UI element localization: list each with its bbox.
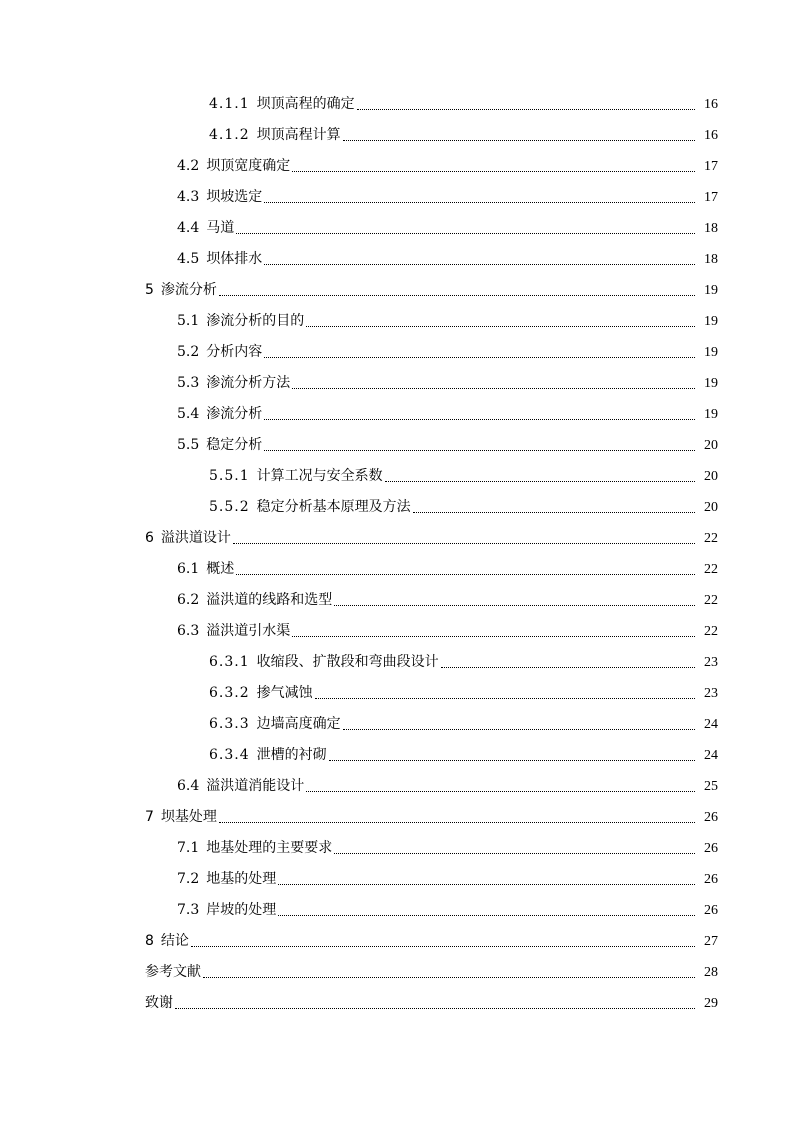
toc-dot-leader — [334, 852, 695, 854]
toc-entry-title: 渗流分析的目的 — [206, 313, 305, 329]
toc-entry-title: 溢洪道设计 — [160, 530, 231, 546]
toc-entry[interactable] — [0, 368, 793, 399]
toc-entry-title: 渗流分析 — [160, 282, 217, 298]
toc-dot-leader — [219, 294, 695, 296]
toc-entry-title: 致谢 — [145, 995, 173, 1011]
toc-entry-page-number: 23 — [704, 655, 718, 670]
toc-entry-page-number: 19 — [704, 283, 718, 298]
toc-entry-number: 6.3.3 — [209, 716, 250, 732]
toc-entry-number: 6.3.1 — [209, 654, 250, 670]
toc-entry-title: 坝顶宽度确定 — [206, 158, 291, 174]
toc-dot-leader — [191, 945, 695, 947]
toc-entry-number: 5.1 — [177, 313, 200, 329]
toc-entry-title: 地基处理的主要要求 — [206, 840, 333, 856]
toc-entry-page-number: 22 — [704, 593, 718, 608]
toc-entry-number: 4.1.1 — [209, 96, 250, 112]
toc-entry-title: 渗流分析方法 — [206, 375, 291, 391]
toc-entry-number: 6.3.2 — [209, 685, 250, 701]
toc-entry-number: 5.2 — [177, 344, 200, 360]
toc-dot-leader — [315, 697, 695, 699]
toc-entry-title: 地基的处理 — [206, 871, 277, 887]
toc-dot-leader — [203, 976, 695, 978]
toc-dot-leader — [306, 325, 695, 327]
toc-entry-title: 岸坡的处理 — [206, 902, 277, 918]
toc-dot-leader — [385, 480, 695, 482]
toc-entry-title: 坝基处理 — [160, 809, 217, 825]
toc-entry[interactable] — [0, 647, 793, 678]
toc-entry-number: 4.3 — [177, 189, 200, 205]
toc-entry-number: 6 — [145, 530, 154, 546]
table-of-contents — [0, 89, 793, 1019]
toc-entry-title: 概述 — [206, 561, 235, 577]
toc-entry-number: 7.1 — [177, 840, 200, 856]
toc-entry-number: 6.2 — [177, 592, 200, 608]
toc-entry-title: 收缩段、扩散段和弯曲段设计 — [256, 654, 439, 670]
toc-entry-title: 溢洪道消能设计 — [206, 778, 305, 794]
toc-entry-title: 计算工况与安全系数 — [256, 468, 383, 484]
toc-entry-title: 溢洪道的线路和选型 — [206, 592, 333, 608]
toc-entry-page-number: 20 — [704, 469, 718, 484]
toc-entry-title: 坝坡选定 — [206, 189, 263, 205]
toc-entry-number: 8 — [145, 933, 154, 949]
toc-entry[interactable] — [0, 833, 793, 864]
toc-entry[interactable] — [0, 244, 793, 275]
toc-entry-title: 泄槽的衬砌 — [256, 747, 327, 763]
toc-entry-page-number: 26 — [704, 810, 718, 825]
toc-entry-page-number: 19 — [704, 314, 718, 329]
toc-dot-leader — [357, 108, 695, 110]
toc-entry[interactable] — [0, 957, 793, 988]
toc-entry-number: 6.3.4 — [209, 747, 250, 763]
toc-dot-leader — [264, 418, 695, 420]
toc-entry-page-number: 18 — [704, 252, 718, 267]
toc-entry-page-number: 16 — [704, 128, 718, 143]
toc-entry-page-number: 22 — [704, 624, 718, 639]
toc-entry-page-number: 19 — [704, 345, 718, 360]
toc-entry-page-number: 24 — [704, 748, 718, 763]
toc-dot-leader — [292, 387, 695, 389]
toc-entry[interactable] — [0, 740, 793, 771]
toc-entry[interactable] — [0, 337, 793, 368]
toc-entry-page-number: 20 — [704, 500, 718, 515]
toc-entry[interactable] — [0, 554, 793, 585]
toc-entry-page-number: 26 — [704, 872, 718, 887]
toc-entry[interactable] — [0, 275, 793, 306]
toc-dot-leader — [306, 790, 695, 792]
toc-entry[interactable] — [0, 523, 793, 554]
toc-entry-title: 坝顶高程的确定 — [256, 96, 355, 112]
toc-entry-number: 5.5.2 — [209, 499, 250, 515]
toc-entry[interactable] — [0, 461, 793, 492]
toc-entry[interactable] — [0, 585, 793, 616]
toc-entry[interactable] — [0, 399, 793, 430]
toc-entry-title: 结论 — [160, 933, 189, 949]
toc-entry-number: 5.3 — [177, 375, 200, 391]
toc-dot-leader — [441, 666, 695, 668]
toc-entry-title: 参考文献 — [145, 964, 201, 980]
toc-entry[interactable] — [0, 709, 793, 740]
toc-entry-number: 5.5.1 — [209, 468, 250, 484]
toc-dot-leader — [236, 232, 695, 234]
toc-entry-title: 坝体排水 — [206, 251, 263, 267]
toc-dot-leader — [292, 635, 695, 637]
toc-entry-number: 4.1.2 — [209, 127, 250, 143]
toc-entry-page-number: 19 — [704, 376, 718, 391]
toc-dot-leader — [264, 356, 695, 358]
toc-dot-leader — [334, 604, 695, 606]
toc-entry-page-number: 22 — [704, 531, 718, 546]
toc-entry[interactable] — [0, 988, 793, 1019]
toc-entry-number: 6.3 — [177, 623, 200, 639]
toc-entry-number: 4.5 — [177, 251, 200, 267]
toc-entry[interactable] — [0, 120, 793, 151]
toc-entry-page-number: 17 — [704, 159, 718, 174]
toc-entry-page-number: 26 — [704, 841, 718, 856]
toc-entry[interactable] — [0, 864, 793, 895]
toc-entry-title: 稳定分析基本原理及方法 — [256, 499, 411, 515]
toc-entry-page-number: 29 — [704, 996, 718, 1011]
toc-entry[interactable] — [0, 492, 793, 523]
toc-entry-title: 分析内容 — [206, 344, 263, 360]
toc-dot-leader — [236, 573, 695, 575]
toc-entry-number: 6.4 — [177, 778, 200, 794]
toc-entry[interactable] — [0, 213, 793, 244]
toc-dot-leader — [343, 139, 695, 141]
toc-entry-title: 溢洪道引水渠 — [206, 623, 291, 639]
toc-entry-title: 坝顶高程计算 — [256, 127, 341, 143]
toc-entry-number: 5.5 — [177, 437, 200, 453]
toc-entry[interactable] — [0, 771, 793, 802]
toc-entry-number: 4.4 — [177, 220, 200, 236]
toc-entry[interactable] — [0, 616, 793, 647]
toc-dot-leader — [278, 883, 695, 885]
toc-entry[interactable] — [0, 430, 793, 461]
toc-dot-leader — [264, 201, 695, 203]
toc-entry-number: 4.2 — [177, 158, 200, 174]
toc-entry[interactable] — [0, 926, 793, 957]
toc-entry-page-number: 20 — [704, 438, 718, 453]
toc-entry-page-number: 22 — [704, 562, 718, 577]
toc-entry-number: 6.1 — [177, 561, 200, 577]
toc-entry-page-number: 28 — [704, 965, 718, 980]
toc-dot-leader — [264, 263, 695, 265]
toc-entry-title: 马道 — [206, 220, 235, 236]
toc-dot-leader — [292, 170, 695, 172]
toc-entry-page-number: 26 — [704, 903, 718, 918]
toc-entry[interactable] — [0, 306, 793, 337]
toc-entry-title: 稳定分析 — [206, 437, 263, 453]
toc-entry-number: 7 — [145, 809, 154, 825]
toc-entry-title: 边墙高度确定 — [256, 716, 341, 732]
toc-dot-leader — [219, 821, 695, 823]
toc-entry-page-number: 25 — [704, 779, 718, 794]
toc-entry[interactable] — [0, 151, 793, 182]
toc-entry-title: 渗流分析 — [206, 406, 263, 422]
toc-dot-leader — [278, 914, 695, 916]
toc-entry-number: 7.2 — [177, 871, 200, 887]
toc-dot-leader — [175, 1007, 695, 1009]
toc-entry-number: 5.4 — [177, 406, 200, 422]
toc-entry[interactable] — [0, 895, 793, 926]
toc-entry[interactable] — [0, 182, 793, 213]
toc-dot-leader — [343, 728, 695, 730]
toc-entry-page-number: 27 — [704, 934, 718, 949]
toc-entry[interactable] — [0, 678, 793, 709]
toc-entry-page-number: 18 — [704, 221, 718, 236]
toc-entry-page-number: 23 — [704, 686, 718, 701]
toc-entry-title: 掺气减蚀 — [256, 685, 313, 701]
toc-dot-leader — [233, 542, 695, 544]
toc-entry-page-number: 16 — [704, 97, 718, 112]
toc-dot-leader — [329, 759, 695, 761]
toc-dot-leader — [413, 511, 695, 513]
toc-entry-page-number: 24 — [704, 717, 718, 732]
toc-dot-leader — [264, 449, 695, 451]
toc-entry[interactable] — [0, 802, 793, 833]
toc-entry[interactable] — [0, 89, 793, 120]
toc-entry-page-number: 19 — [704, 407, 718, 422]
toc-entry-number: 5 — [145, 282, 154, 298]
toc-entry-number: 7.3 — [177, 902, 200, 918]
toc-entry-page-number: 17 — [704, 190, 718, 205]
